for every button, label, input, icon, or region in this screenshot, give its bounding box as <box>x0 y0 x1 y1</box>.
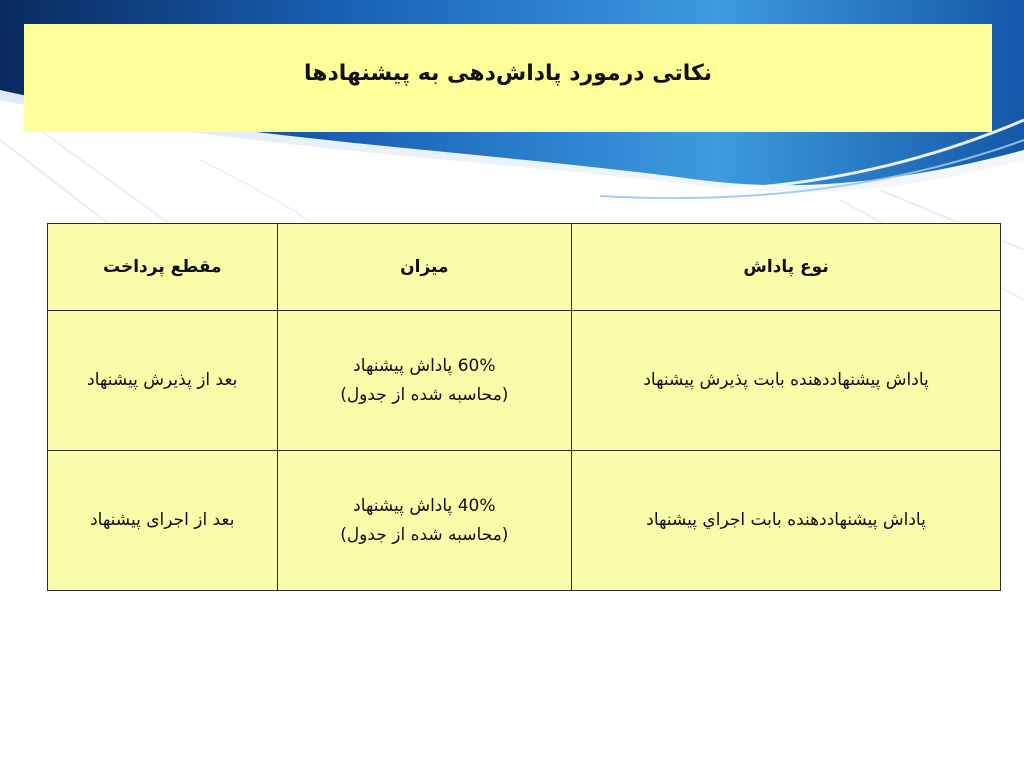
cell-amount <box>277 311 572 451</box>
reward-table <box>47 223 1001 591</box>
amount-note-text: (محاسبه شده از جدول) <box>340 384 509 405</box>
cell-payment-stage: بعد از اجرای پیشنهاد <box>48 451 278 591</box>
title-box <box>24 24 992 132</box>
table-header-row <box>48 224 1001 311</box>
amount-percent-text: 60% پاداش پیشنهاد <box>353 356 496 377</box>
header-reward-type: نوع پاداش <box>572 224 1001 311</box>
table-row <box>48 311 1001 451</box>
cell-amount <box>277 451 572 591</box>
cell-reward-type: پاداش پیشنهاددهنده بابت پذیرش پیشنهاد <box>572 311 1001 451</box>
amount-percent-text: 40% پاداش پیشنهاد <box>353 496 496 517</box>
cell-reward-type: پاداش پیشنهاددهنده بابت اجراي پیشنهاد <box>572 451 1001 591</box>
cell-payment-stage: بعد از پذیرش پیشنهاد <box>48 311 278 451</box>
table-row <box>48 451 1001 591</box>
slide-title: نکاتی درمورد پاداش‌دهی به پیشنهادها <box>303 60 713 86</box>
amount-note-text: (محاسبه شده از جدول) <box>340 524 509 545</box>
header-payment-stage: مقطع پرداخت <box>48 224 278 311</box>
header-amount: میزان <box>277 224 572 311</box>
